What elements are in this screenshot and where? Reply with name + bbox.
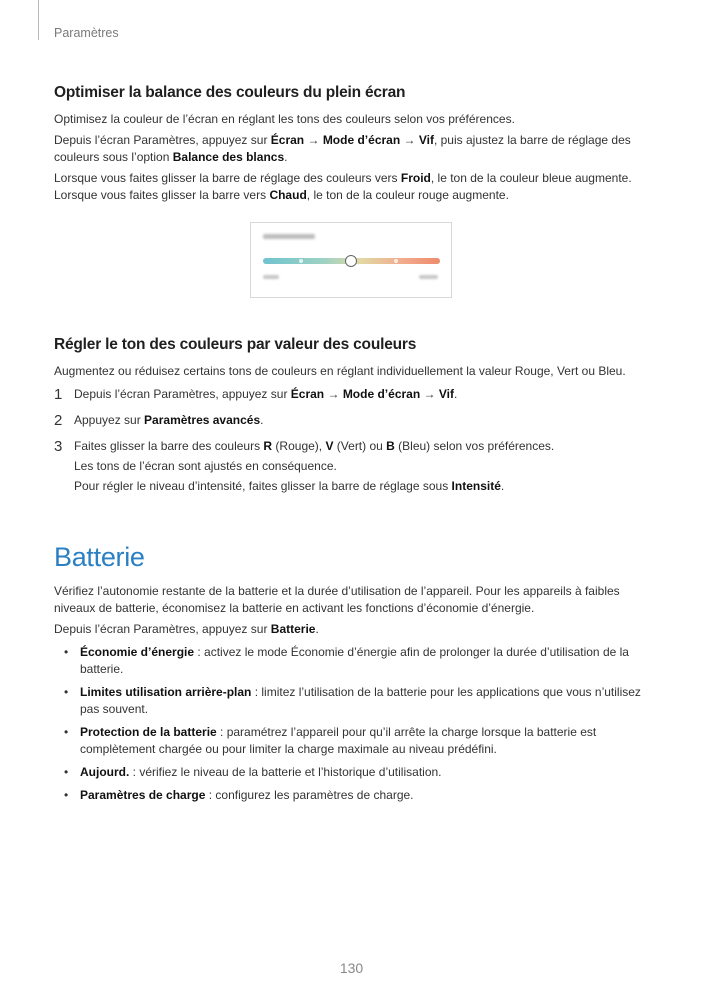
paragraph-color-balance-intro: Optimisez la couleur de l’écran en réglant les tons des couleurs selon vos préférences. (54, 112, 515, 126)
paragraph-color-balance-path: Depuis l’écran Paramètres, appuyez sur Écran → Mode d’écran → Vif, puis ajustez la barre de réglage des couleurs sous l’option Balance des blancs. (54, 133, 631, 164)
list-item: • Paramètres de charge : configurez les paramètres de charge. (54, 787, 649, 804)
list-item: • Protection de la batterie : paramétrez l’appareil pour qu’il arrête la charge lorsque la batterie est complètement chargée ou pour limiter la charge maximale au niveau prédéfini. (54, 724, 649, 758)
slider-step-dot (299, 259, 303, 263)
paragraph-battery-path: Depuis l’écran Paramètres, appuyez sur Batterie. (54, 622, 319, 636)
step-number: 2 (54, 412, 63, 429)
slider-step-dot (394, 259, 398, 263)
blurred-cool-label (263, 275, 279, 279)
step-list (54, 386, 649, 498)
slider-knob (345, 255, 357, 267)
step-text: Depuis l’écran Paramètres, appuyez sur Écran → Mode d’écran → Vif. (74, 387, 458, 401)
blurred-warm-label (419, 275, 438, 279)
paragraph-color-balance-explain: Lorsque vous faites glisser la barre de réglage des couleurs vers Froid, le ton de la couleur bleue augmente. Lorsque vous faites glisser la barre vers Chaud, le ton de la couleur rouge augmente. (54, 171, 632, 202)
step-number: 1 (54, 386, 63, 403)
step-text: Faites glisser la barre des couleurs R (Rouge), V (Vert) ou B (Bleu) selon vos préférences. (74, 439, 555, 453)
margin-rule (38, 0, 39, 40)
list-item: • Limites utilisation arrière-plan : limitez l’utilisation de la batterie pour les applications que vous n’utilisez pas souvent. (54, 684, 649, 718)
paragraph-battery-intro: Vérifiez l’autonomie restante de la batterie et la durée d’utilisation de l’appareil. Pour les appareils à faibles niveaux de batterie, économisez la batterie en activant les fonctions d’économie d’énergie. (54, 584, 620, 615)
page-content (54, 84, 649, 810)
chapter-title-battery: Batterie (54, 542, 145, 572)
section-title-color-balance: Optimiser la balance des couleurs du plein écran (54, 84, 406, 101)
section-title-color-values: Régler le ton des couleurs par valeur des couleurs (54, 336, 417, 353)
running-header: Paramètres (54, 26, 119, 40)
paragraph-color-values-intro: Augmentez ou réduisez certains tons de couleurs en réglant individuellement la valeur Rouge, Vert ou Bleu. (54, 364, 626, 378)
step-item (54, 412, 649, 432)
white-balance-illustration (250, 222, 452, 298)
step-result-text: Les tons de l’écran sont ajustés en conséquence. (74, 459, 337, 473)
step-item (54, 386, 649, 406)
page-number: 130 (339, 960, 364, 976)
step-item (54, 438, 649, 498)
section-color-values (54, 336, 649, 498)
step-text: Appuyez sur Paramètres avancés. (74, 413, 264, 427)
step-number: 3 (54, 438, 63, 455)
list-item: • Économie d’énergie : activez le mode Économie d’énergie afin de prolonger la durée d’utilisation de la batterie. (54, 644, 649, 678)
list-item: • Aujourd. : vérifiez le niveau de la batterie et l’historique d’utilisation. (54, 764, 649, 781)
battery-options-list (54, 644, 649, 804)
blurred-title-text (263, 234, 315, 239)
step-intensity-text: Pour régler le niveau d’intensité, faites glisser la barre de réglage sous Intensité. (74, 479, 505, 493)
